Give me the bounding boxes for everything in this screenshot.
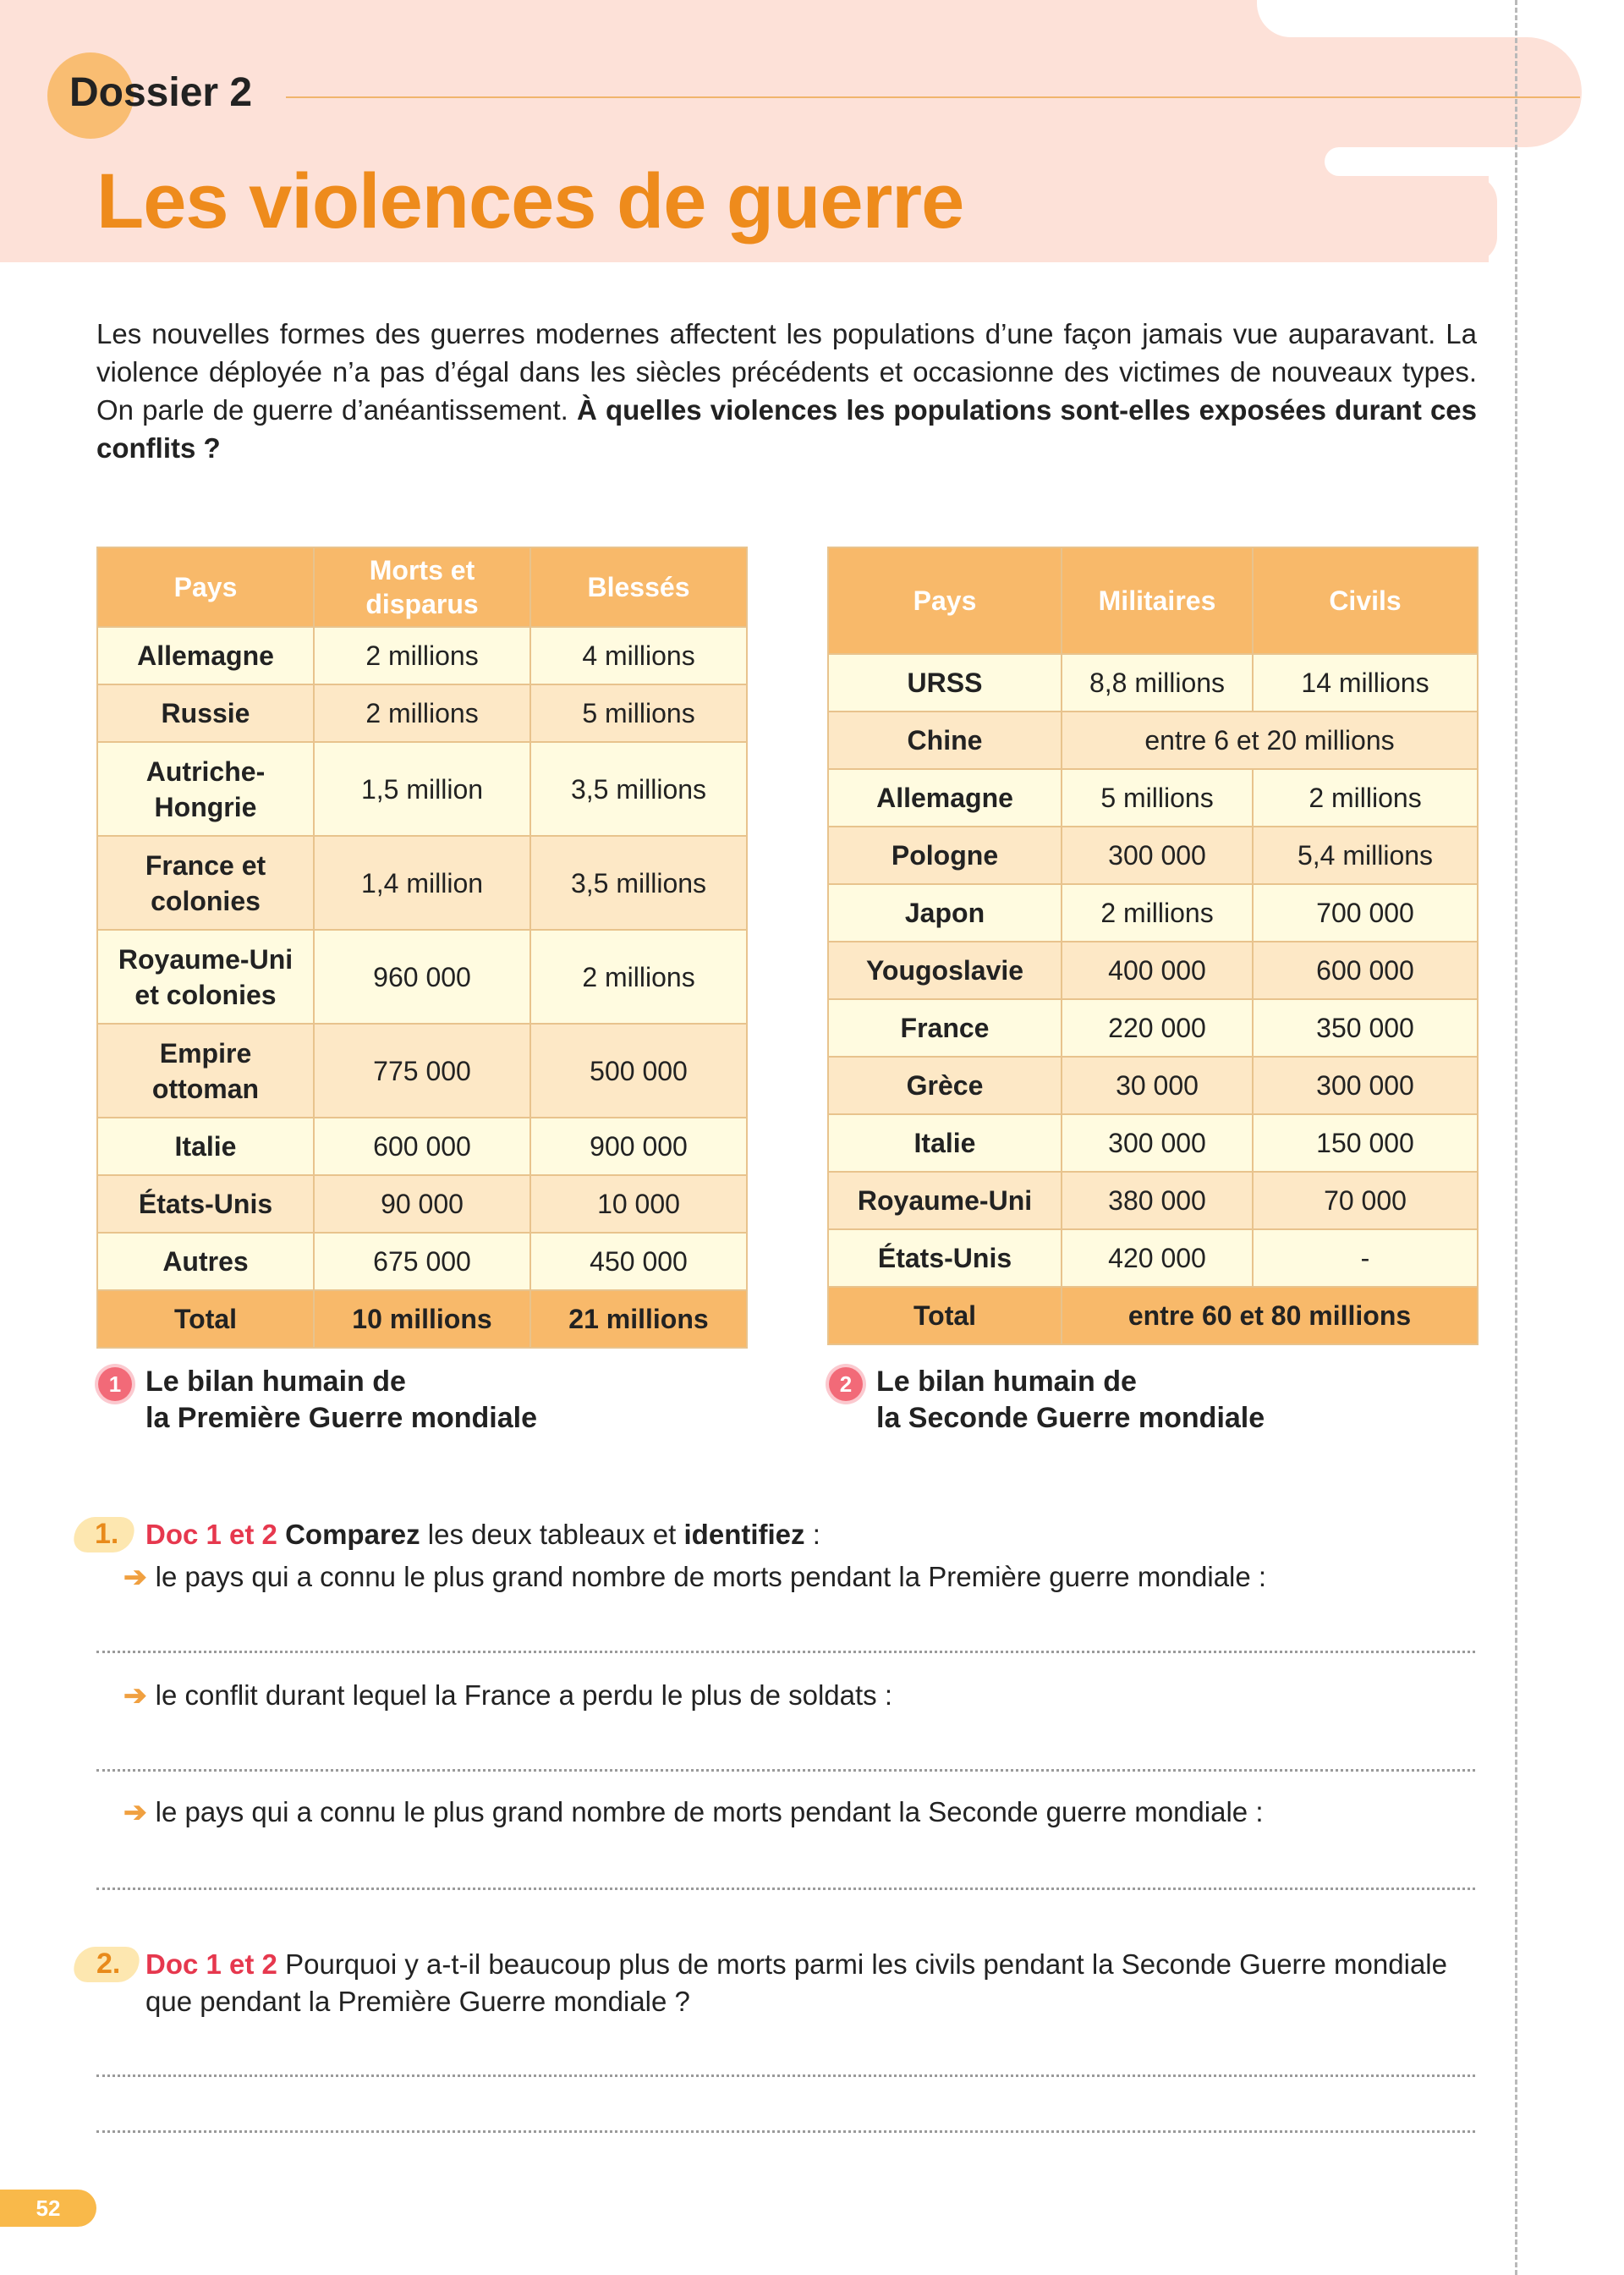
country-cell: Chine bbox=[828, 712, 1062, 769]
arrow-icon: ➔ bbox=[123, 1679, 147, 1711]
country-cell: URSS bbox=[828, 654, 1062, 712]
page-number: 52 bbox=[0, 2190, 96, 2227]
country-cell: Allemagne bbox=[97, 627, 314, 684]
doc-reference: Doc 1 et 2 bbox=[145, 1519, 277, 1550]
table-row bbox=[97, 930, 747, 1024]
country-cell: Russie bbox=[97, 684, 314, 742]
caption-doc2 bbox=[876, 1364, 1265, 1437]
caption-line: la Première Guerre mondiale bbox=[145, 1402, 537, 1434]
column-header: Pays bbox=[828, 547, 1062, 654]
value-cell: 2 millions bbox=[1253, 769, 1478, 827]
table-row bbox=[97, 684, 747, 742]
value-cell: entre 6 et 20 millions bbox=[1062, 712, 1478, 769]
value-cell: 70 000 bbox=[1253, 1172, 1478, 1229]
answer-line[interactable] bbox=[96, 2074, 1475, 2077]
value-cell: 700 000 bbox=[1253, 884, 1478, 942]
value-cell: 1,5 million bbox=[314, 742, 530, 836]
bullet-text: le pays qui a connu le plus grand nombre de morts pendant la Première guerre mondiale : bbox=[155, 1561, 1267, 1592]
intro-question: À quelles violences les populations sont-elles exposées durant ces conflits ? bbox=[96, 394, 1478, 464]
value-cell: 5,4 millions bbox=[1253, 827, 1478, 884]
answer-line[interactable] bbox=[96, 2130, 1475, 2133]
value-cell: 2 millions bbox=[530, 930, 747, 1024]
table-row bbox=[97, 1233, 747, 1290]
total-label: Total bbox=[97, 1290, 314, 1348]
header-decoration bbox=[1325, 147, 1494, 176]
table-row bbox=[828, 1114, 1478, 1172]
doc-reference: Doc 1 et 2 bbox=[145, 1948, 277, 1980]
question-bullet bbox=[123, 1679, 892, 1712]
table-header-row bbox=[97, 547, 747, 627]
value-cell: 300 000 bbox=[1062, 827, 1253, 884]
country-cell: France et colonies bbox=[97, 836, 314, 930]
table-total-row bbox=[828, 1287, 1478, 1344]
table-row bbox=[97, 1175, 747, 1233]
table-row bbox=[828, 654, 1478, 712]
caption-line: Le bilan humain de bbox=[145, 1366, 406, 1398]
column-header: Morts et disparus bbox=[314, 547, 530, 627]
value-cell: 5 millions bbox=[1062, 769, 1253, 827]
bullet-text: le conflit durant lequel la France a perdu le plus de soldats : bbox=[155, 1679, 893, 1711]
table-ww2 bbox=[827, 547, 1479, 1345]
total-value: 21 millions bbox=[530, 1290, 747, 1348]
table-row bbox=[828, 827, 1478, 884]
country-cell: Royaume-Uni et colonies bbox=[97, 930, 314, 1024]
table-row bbox=[828, 712, 1478, 769]
value-cell: 300 000 bbox=[1253, 1057, 1478, 1114]
intro-paragraph bbox=[96, 315, 1477, 467]
question-line: que pendant la Première Guerre mondiale ? bbox=[145, 1986, 690, 2017]
value-cell: 400 000 bbox=[1062, 942, 1253, 999]
value-cell: 4 millions bbox=[530, 627, 747, 684]
value-cell: 2 millions bbox=[314, 684, 530, 742]
question-text: Pourquoi y a-t-il beaucoup plus de morts parmi les civils pendant la Seconde Guerre mondiale bbox=[285, 1948, 1447, 1980]
column-header: Civils bbox=[1253, 547, 1478, 654]
answer-line[interactable] bbox=[96, 1769, 1475, 1772]
value-cell: 450 000 bbox=[530, 1233, 747, 1290]
column-header: Blessés bbox=[530, 547, 747, 627]
arrow-icon: ➔ bbox=[123, 1561, 147, 1592]
value-cell: 2 millions bbox=[1062, 884, 1253, 942]
table-row bbox=[97, 1118, 747, 1175]
answer-line[interactable] bbox=[96, 1888, 1475, 1890]
value-cell: 900 000 bbox=[530, 1118, 747, 1175]
column-header: Militaires bbox=[1062, 547, 1253, 654]
page-title: Les violences de guerre bbox=[96, 158, 964, 245]
doc-number-badge: 1 bbox=[98, 1367, 132, 1401]
value-cell: - bbox=[1253, 1229, 1478, 1287]
question-line bbox=[145, 1946, 1490, 1983]
value-cell: 30 000 bbox=[1062, 1057, 1253, 1114]
value-cell: 220 000 bbox=[1062, 999, 1253, 1057]
value-cell: 775 000 bbox=[314, 1024, 530, 1118]
table-row bbox=[828, 1172, 1478, 1229]
table-row bbox=[97, 627, 747, 684]
dossier-label: Dossier 2 bbox=[69, 70, 253, 115]
country-cell: Empire ottoman bbox=[97, 1024, 314, 1118]
intro-text: Les nouvelles formes des guerres modernes affectent les populations d’une façon jamais vue auparavant. La violence déployée n’a pas d’égal dans les siècles précédents et occasionne des victimes de nouveaux types. On parle de guerre d’anéantissement. bbox=[96, 318, 1477, 426]
table-row bbox=[828, 942, 1478, 999]
bullet-text: le pays qui a connu le plus grand nombre de morts pendant la Seconde guerre mondiale : bbox=[155, 1796, 1264, 1827]
caption-line: la Seconde Guerre mondiale bbox=[876, 1402, 1265, 1434]
question-bullet bbox=[123, 1795, 1264, 1828]
value-cell: 600 000 bbox=[314, 1118, 530, 1175]
value-cell: 5 millions bbox=[530, 684, 747, 742]
country-cell: Autres bbox=[97, 1233, 314, 1290]
value-cell: 2 millions bbox=[314, 627, 530, 684]
value-cell: 380 000 bbox=[1062, 1172, 1253, 1229]
value-cell: 350 000 bbox=[1253, 999, 1478, 1057]
table-header-row bbox=[828, 547, 1478, 654]
table-row bbox=[97, 1024, 747, 1118]
question-number: 2. bbox=[96, 1948, 121, 1980]
country-cell: Pologne bbox=[828, 827, 1062, 884]
question-text: les deux tableaux et bbox=[427, 1519, 677, 1550]
answer-line[interactable] bbox=[96, 1651, 1475, 1653]
table-row bbox=[828, 769, 1478, 827]
value-cell: 420 000 bbox=[1062, 1229, 1253, 1287]
arrow-icon: ➔ bbox=[123, 1796, 147, 1827]
country-cell: France bbox=[828, 999, 1062, 1057]
question-number: 1. bbox=[95, 1518, 119, 1550]
table-row bbox=[828, 1229, 1478, 1287]
question-text: : bbox=[812, 1519, 820, 1550]
column-header: Pays bbox=[97, 547, 314, 627]
table-row bbox=[828, 999, 1478, 1057]
question-bullet bbox=[123, 1560, 1266, 1593]
total-label: Total bbox=[828, 1287, 1062, 1344]
value-cell: 3,5 millions bbox=[530, 742, 747, 836]
table-ww1 bbox=[96, 547, 748, 1349]
value-cell: 90 000 bbox=[314, 1175, 530, 1233]
header-decoration bbox=[1257, 0, 1511, 37]
table-row bbox=[97, 836, 747, 930]
value-cell: 3,5 millions bbox=[530, 836, 747, 930]
header-decoration bbox=[1472, 176, 1497, 262]
value-cell: 14 millions bbox=[1253, 654, 1478, 712]
country-cell: États-Unis bbox=[828, 1229, 1062, 1287]
country-cell: États-Unis bbox=[97, 1175, 314, 1233]
value-cell: 960 000 bbox=[314, 930, 530, 1024]
doc-number-badge: 2 bbox=[829, 1367, 863, 1401]
value-cell: 300 000 bbox=[1062, 1114, 1253, 1172]
header-decoration bbox=[1472, 37, 1582, 147]
caption-line: Le bilan humain de bbox=[876, 1366, 1137, 1398]
instruction-verb: identifiez bbox=[683, 1519, 805, 1550]
country-cell: Grèce bbox=[828, 1057, 1062, 1114]
question-2-text bbox=[145, 1946, 1490, 2020]
table-row bbox=[97, 742, 747, 836]
country-cell: Autriche-Hongrie bbox=[97, 742, 314, 836]
country-cell: Allemagne bbox=[828, 769, 1062, 827]
value-cell: 500 000 bbox=[530, 1024, 747, 1118]
value-cell: 8,8 millions bbox=[1062, 654, 1253, 712]
country-cell: Italie bbox=[828, 1114, 1062, 1172]
country-cell: Royaume-Uni bbox=[828, 1172, 1062, 1229]
table-row bbox=[828, 1057, 1478, 1114]
value-cell: 10 000 bbox=[530, 1175, 747, 1233]
value-cell: 1,4 million bbox=[314, 836, 530, 930]
question-1-text bbox=[145, 1516, 820, 1553]
header-rule bbox=[286, 96, 1580, 98]
cut-line bbox=[1515, 0, 1517, 2275]
table-row bbox=[828, 884, 1478, 942]
country-cell: Italie bbox=[97, 1118, 314, 1175]
value-cell: 150 000 bbox=[1253, 1114, 1478, 1172]
country-cell: Japon bbox=[828, 884, 1062, 942]
total-value: 10 millions bbox=[314, 1290, 530, 1348]
caption-doc1 bbox=[145, 1364, 537, 1437]
value-cell: 600 000 bbox=[1253, 942, 1478, 999]
total-value: entre 60 et 80 millions bbox=[1062, 1287, 1478, 1344]
country-cell: Yougoslavie bbox=[828, 942, 1062, 999]
instruction-verb: Comparez bbox=[285, 1519, 420, 1550]
table-total-row bbox=[97, 1290, 747, 1348]
value-cell: 675 000 bbox=[314, 1233, 530, 1290]
